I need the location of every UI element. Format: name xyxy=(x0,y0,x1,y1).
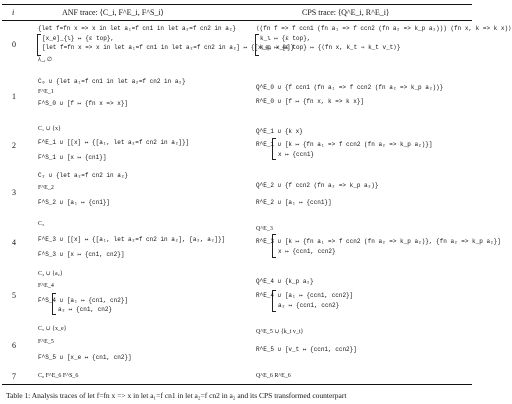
row-3-anf-line-2: F^E_2 xyxy=(38,185,54,191)
row-2-anf-line-2: F^E_1 ∪ [[x] ↦ {[a₁, let a₂=f cn2 in a₂]}] xyxy=(38,139,190,146)
row-5-anf-line-1: C₄ ∪ {a₂} xyxy=(38,271,63,277)
row-3-cps-line-2: R^E_2 ∪ [a₁ ↦ {ccn1}] xyxy=(256,199,332,206)
row-7-anf-line-1: C₆ F^E_6 F^S_6 xyxy=(38,373,79,379)
row-0-cps-line-1: ⟨(fn f => f ccn1 (fn a₁ => f ccn2 (fn a₂ => k_p a₂))) (fn x, k => k x)⟩ xyxy=(256,25,512,32)
row-6-anf-line-1: C₅ ∪ {x_e} xyxy=(38,326,67,332)
row-0-cps-line-2: k_ι ↦ {ε top}, xyxy=(260,35,311,42)
row-4-cps-line-1: Q^E_3 xyxy=(256,226,273,232)
row-6-index: 6 xyxy=(12,341,16,350)
row-4-cps-line-3: x ↦ {ccn1, ccn2} xyxy=(278,248,336,255)
header-cps: CPS trace: ⟨Q^E_i, R^E_i⟩ xyxy=(302,8,390,17)
row-3-anf-line-1: C₂ ∪ {let a₂=f cn2 in a₂} xyxy=(38,172,129,179)
row-7-index: 7 xyxy=(12,372,16,381)
row-3-cps-line-1: Q^E_2 ∪ {f ccn2 (fn a₂ => k_p a₂)} xyxy=(256,182,379,189)
row-4-anf-line-3: F^S_3 ∪ [x ↦ {cn1, cn2}] xyxy=(38,251,125,258)
row-0-anf-line-4: λ_, ∅ xyxy=(38,57,53,63)
row-5-anf-line-4: a₂ ↦ {cn1, cn2} xyxy=(58,306,113,313)
row-1-cps-line-1: Q^E_0 ∪ {f ccn1 (fn a₁ => f ccn2 (fn a₂ => k_p a₂))} xyxy=(256,84,444,91)
header-i: i xyxy=(12,8,15,17)
header-rule xyxy=(2,20,472,21)
row-6-cps-line-2: R^E_5 ∪ [v_t ↦ {ccn1, ccn2}] xyxy=(256,346,357,353)
row-5-cps-line-2: R^E_4 ∪ [a₁ ↦ {ccn1, ccn2}] xyxy=(256,292,354,299)
row-3-index: 3 xyxy=(12,188,16,197)
bottom-rule xyxy=(2,384,472,385)
row-5-cps-line-3: a₂ ↦ {ccn1, ccn2} xyxy=(278,302,340,309)
row-0-anf-line-1: {let f=fn x => x in let a₁=f cn1 in let a₂=f cn2 in a₂} xyxy=(38,25,237,32)
row-2-cps-line-2: R^E_1 ∪ [k ↦ {fn a₁ => f ccn2 (fn a₂ => k_p a₂)}] xyxy=(256,141,433,148)
row-0-cps-line-3: k_p ↦ {ε top} ↦ {⟨fn x, k_t ⇒ k_t v_t⟩} xyxy=(260,44,401,51)
row-4-cps-line-2: R^E_3 ∪ [k ↦ {fn a₁ => f ccn2 (fn a₂ => k_p a₂)}, {fn a₂ => k_p a₂}] xyxy=(256,238,501,245)
row-4-anf-line-2: F^E_3 ∪ [[x] ↦ {[a₁, let a₂=f cn2 in a₂], [a₂, a₂]}] xyxy=(38,236,226,243)
row-0-cps-bracket-left xyxy=(255,34,259,56)
row-6-cps-line-1: Q^E_5 ∪ {k_t v_t} xyxy=(256,329,304,335)
row-1-anf-line-2: F^E_1 xyxy=(38,89,54,95)
row-5-index: 5 xyxy=(12,291,16,300)
row-7-cps-line-1: Q^E_6 R^E_6 xyxy=(256,373,291,379)
row-2-cps-line-1: Q^E_1 ∪ {k x} xyxy=(256,128,303,135)
top-rule xyxy=(2,4,472,5)
row-1-anf-line-3: F^S_0 ∪ [f ↦ {fn x => x}] xyxy=(38,100,129,107)
row-4-anf-line-1: C₃ xyxy=(38,221,45,227)
row-1-index: 1 xyxy=(12,92,16,101)
row-5-cps-line-1: Q^E_4 ∪ {k_p a₂} xyxy=(256,278,314,285)
row-2-anf-line-3: F^S_1 ∪ [x ↦ {cn1}] xyxy=(38,154,107,161)
row-2-cps-line-3: x ↦ {ccn1} xyxy=(278,151,315,158)
row-4-index: 4 xyxy=(12,238,16,247)
row-6-anf-line-2: F^E_5 xyxy=(38,339,54,345)
row-1-anf-line-1: C₀ ∪ {let a₁=f cn1 in let a₂=f cn2 in a₂} xyxy=(38,78,186,85)
row-1-cps-line-2: R^E_0 ∪ [f ↦ {fn x, k => k x}] xyxy=(256,98,365,105)
row-0-index: 0 xyxy=(12,40,16,49)
row-0-anf-bracket-left xyxy=(37,34,41,56)
row-2-anf-line-1: C₁ ∪ {x} xyxy=(38,126,61,132)
header-anf: ANF trace: ⟨C_i, F^E_i, F^S_i⟩ xyxy=(62,8,164,17)
row-0-anf-line-2: [x_e]_{ι} ↦ {ε top}, xyxy=(42,35,115,42)
row-0-anf-line-3: [let f=fn x => x in let a₁=f cn1 in let a₂=f cn2 in a₂] ↦ {[x_e, x_e]} xyxy=(42,44,295,51)
row-3-anf-line-3: F^S_2 ∪ [a₁ ↦ {cn1}] xyxy=(38,199,111,206)
row-6-anf-line-3: F^S_5 ∪ [x_e ↦ {cn1, cn2}] xyxy=(38,354,132,361)
row-2-index: 2 xyxy=(12,141,16,150)
row-5-anf-line-3: F^S_4 ∪ [a₁ ↦ {cn1, cn2}] xyxy=(38,297,129,304)
table-caption: Table 1: Analysis traces of let f=fn x => x in let a₁=f cn1 in let a₂=f cn2 in a₂ and its CPS transformed counterpart xyxy=(6,391,347,400)
row-5-anf-line-2: F^E_4 xyxy=(38,283,54,289)
